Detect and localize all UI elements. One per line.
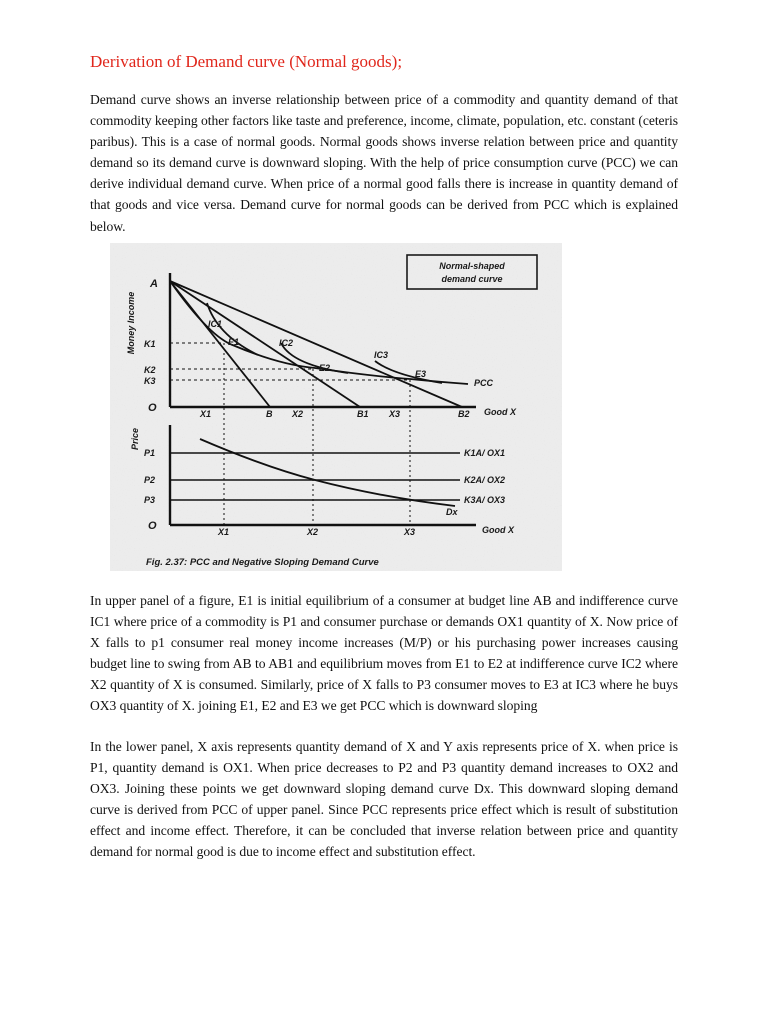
k2a-ox2-label: K2A/ OX2 [464, 475, 506, 485]
p2-label: P2 [144, 475, 156, 485]
e2-label: E2 [319, 363, 331, 373]
e3-label: E3 [415, 369, 427, 379]
p1-label: P1 [144, 448, 156, 458]
k2-label: K2 [144, 365, 156, 375]
k3-label: K3 [144, 376, 156, 386]
x1-lower-label: X1 [218, 527, 230, 537]
e1-label: E1 [228, 337, 240, 347]
lower-panel-paragraph: In the lower panel, X axis represents quantity demand of X and Y axis represents price of X. when price is P1, quantity demand is OX1. When price decreases to P2 and P3 quantity demand increases to OX2 and OX3. Joining these points we get downward sloping demand curve Dx. This downward sloping demand curve is derived from PCC of upper panel. Since PCC represents price effect which is result of substitution effect and income effect. Therefore, it can be concluded that inverse relation between price and quantity demand for normal good is due to income effect and substitution effect. [90, 739, 678, 860]
ic2-label: IC2 [279, 338, 294, 348]
intro-paragraph: Demand curve shows an inverse relationship between price of a commodity and quantity demand of that commodity keeping other factors like taste and preference, income, climate, population, etc. constant (ceteris paribus). This is a case of normal goods. Normal goods shows inverse relation between price and quantity demand so its demand curve is downward sloping. With the help of price consumption curve (PCC) we can derive individual demand curve. When price of a normal good falls there is increase in quantity demand of that goods and vice versa. Demand curve for normal goods can be derived from PCC which is explained below. [90, 92, 678, 234]
pcc-label: PCC [474, 378, 494, 388]
dx-label: Dx [446, 507, 458, 517]
pcc-demand-figure [110, 243, 562, 571]
ic3-label: IC3 [374, 350, 389, 360]
figure-diagram [110, 243, 562, 571]
money-income-label: Money Income [126, 291, 136, 355]
legend-line-1: Normal-shaped [439, 261, 505, 271]
x2-lower-label: X2 [307, 527, 319, 537]
b2-label: B2 [458, 409, 470, 419]
x3-upper-label: X3 [389, 409, 401, 419]
b1-label: B1 [357, 409, 369, 419]
lower-origin-label: O [148, 520, 157, 532]
b-label: B [266, 409, 273, 419]
legend-line-2: demand curve [441, 274, 503, 284]
figure-caption: Fig. 2.37: PCC and Negative Sloping Demand Curve [146, 557, 379, 568]
section-heading: Derivation of Demand curve (Normal goods); [90, 52, 403, 71]
lower-good-x-label: Good X [482, 525, 514, 535]
upper-good-x-label: Good X [484, 407, 516, 417]
ic1-label: IC1 [208, 319, 223, 329]
upper-panel-paragraph: In upper panel of a figure, E1 is initial equilibrium of a consumer at budget line AB and indifference curve IC1 where price of a commodity is P1 and consumer purchase or demands OX1 quantity of X. Now price of X falls to p1 consumer real money income increases (M/P) or his purchasing power increases causing budget line to swing from AB to AB1 and equilibrium moves from E1 to E2 at indifference curve IC2 where X2 quantity of X is consumed. Similarly, price of X falls to P3 consumer moves to E3 at IC3 where he buys OX3 quantity of X. joining E1, E2 and E3 we get PCC which is downward sloping [90, 593, 678, 714]
x1-upper-label: X1 [200, 409, 212, 419]
upper-origin-label: O [148, 402, 157, 414]
x2-upper-label: X2 [292, 409, 304, 419]
k1a-ox1-label: K1A/ OX1 [464, 448, 506, 458]
k3a-ox3-label: K3A/ OX3 [464, 495, 506, 505]
p3-label: P3 [144, 495, 156, 505]
x3-lower-label: X3 [404, 527, 416, 537]
k1-label: K1 [144, 339, 156, 349]
price-axis-label: Price [130, 427, 140, 451]
point-a-label: A [150, 278, 158, 290]
